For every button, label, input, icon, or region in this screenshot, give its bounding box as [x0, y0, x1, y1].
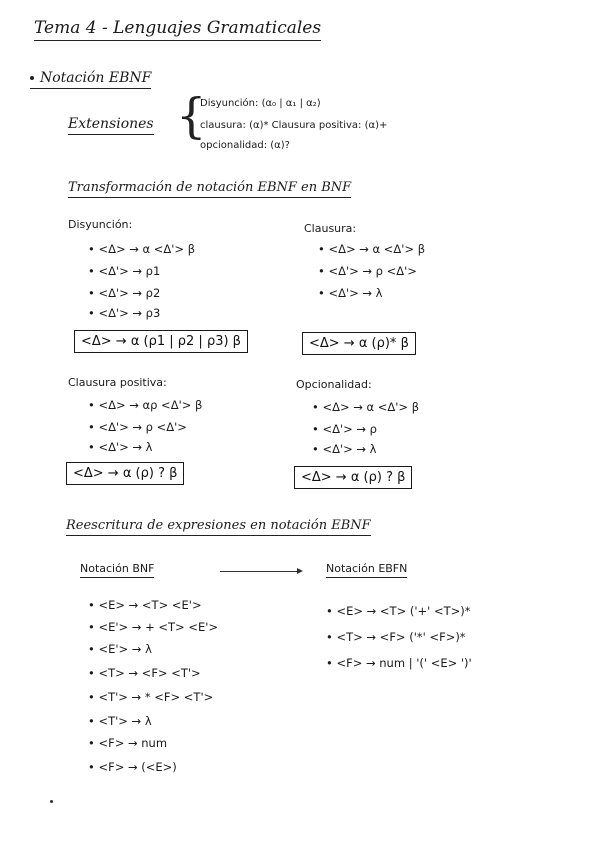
disyuncion-label: Disyunción: [68, 218, 133, 231]
extensiones-label: Extensiones [68, 116, 154, 135]
clausura-rule-3: • <Δ'> → λ [318, 286, 383, 300]
ebnf-rule-2: • <T> → <F> ('*' <F>)* [326, 630, 466, 644]
clausura-result-box: <Δ> → α (ρ)* β [302, 332, 416, 355]
bnf-rule-8: • <F> → (<E>) [88, 760, 177, 774]
clausura-positiva-rule-1: • <Δ> → αρ <Δ'> β [88, 398, 203, 412]
bullet-icon [30, 76, 34, 80]
bnf-rule-4: • <T> → <F> <T'> [88, 666, 201, 680]
ink-speck [50, 800, 53, 803]
clausura-positiva-rule-2: • <Δ'> → ρ <Δ'> [88, 420, 187, 434]
left-brace-icon: { [176, 88, 207, 144]
clausura-rule-2: • <Δ'> → ρ <Δ'> [318, 264, 417, 278]
opcionalidad-result-box: <Δ> → α (ρ) ? β [294, 466, 412, 489]
clausura-positiva-label: Clausura positiva: [68, 376, 167, 389]
bnf-rule-6: • <T'> → λ [88, 714, 152, 728]
section-heading-reescritura: Reescritura de expresiones en notación EBNF [66, 518, 371, 536]
clausura-positiva-rule-3: • <Δ'> → λ [88, 440, 153, 454]
clausura-positiva-result-box: <Δ> → α (ρ) ? β [66, 462, 184, 485]
opcionalidad-label: Opcionalidad: [296, 378, 372, 391]
bnf-rule-3: • <E'> → λ [88, 642, 152, 656]
arrow-line [220, 571, 298, 572]
page-title: Tema 4 - Lenguajes Gramaticales [34, 18, 321, 41]
extension-item-disyuncion: Disyunción: (α₀ | α₁ | α₂) [200, 98, 321, 109]
extension-item-opcionalidad: opcionalidad: (α)? [200, 140, 290, 151]
ebnf-label: Notación EBFN [326, 562, 407, 578]
ebnf-rule-1: • <E> → <T> ('+' <T>)* [326, 604, 471, 618]
bnf-rule-1: • <E> → <T> <E'> [88, 598, 202, 612]
ebnf-rule-3: • <F> → num | '(' <E> ')' [326, 656, 472, 670]
disyuncion-rule-1: • <Δ> → α <Δ'> β [88, 242, 196, 256]
disyuncion-rule-3: • <Δ'> → ρ2 [88, 286, 161, 300]
disyuncion-result-box: <Δ> → α (ρ1 | ρ2 | ρ3) β [74, 330, 248, 353]
disyuncion-rule-4: • <Δ'> → ρ3 [88, 306, 161, 320]
arrow-right-icon [297, 568, 303, 574]
bnf-label: Notación BNF [80, 562, 154, 578]
extension-item-clausura: clausura: (α)* Clausura positiva: (α)+ [200, 120, 388, 131]
section-heading-notacion-ebnf [30, 70, 151, 89]
bnf-rule-5: • <T'> → * <F> <T'> [88, 690, 214, 704]
clausura-rule-1: • <Δ> → α <Δ'> β [318, 242, 426, 256]
section-heading-text: Notación EBNF [40, 70, 152, 86]
clausura-label: Clausura: [304, 222, 357, 235]
disyuncion-rule-2: • <Δ'> → ρ1 [88, 264, 161, 278]
opcionalidad-rule-1: • <Δ> → α <Δ'> β [312, 400, 420, 414]
section-heading-transformacion: Transformación de notación EBNF en BNF [68, 180, 351, 198]
bnf-rule-2: • <E'> → + <T> <E'> [88, 620, 219, 634]
bnf-rule-7: • <F> → num [88, 736, 168, 750]
opcionalidad-rule-3: • <Δ'> → λ [312, 442, 377, 456]
opcionalidad-rule-2: • <Δ'> → ρ [312, 422, 377, 436]
